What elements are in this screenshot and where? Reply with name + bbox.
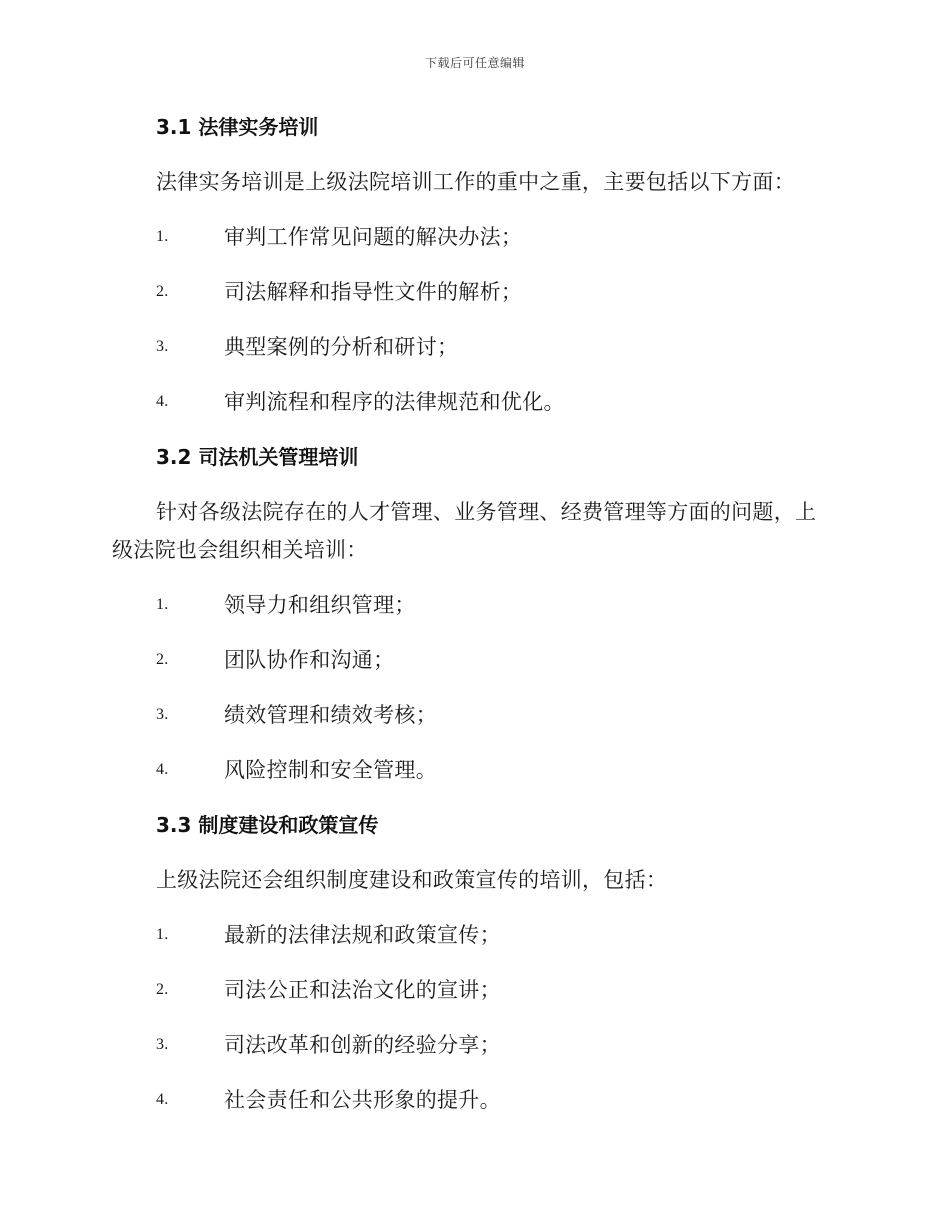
list-item: [112, 971, 832, 1009]
list-number: 3.: [156, 706, 169, 723]
list-item-text: 风险控制和安全管理。: [224, 758, 437, 782]
document-body: [112, 108, 832, 1136]
list-item-text: 绩效管理和绩效考核；: [224, 703, 437, 727]
list-number: 4.: [156, 393, 169, 410]
section-3-2: [112, 438, 832, 789]
list-item: [112, 586, 832, 624]
list-item-text: 社会责任和公共形象的提升。: [224, 1088, 501, 1112]
list-item-text: 最新的法律法规和政策宣传；: [224, 923, 501, 947]
list-item: [112, 1081, 832, 1119]
list-item-text: 审判流程和程序的法律规范和优化。: [224, 390, 565, 414]
numbered-list: [112, 916, 832, 1119]
section-3-3: [112, 806, 832, 1119]
list-item-text: 典型案例的分析和研讨；: [224, 335, 459, 359]
list-item-text: 司法解释和指导性文件的解析；: [224, 280, 523, 304]
list-number: 4.: [156, 1091, 169, 1108]
section-heading: 3.2 司法机关管理培训: [156, 445, 359, 469]
list-item: [112, 1026, 832, 1064]
list-item: [112, 218, 832, 256]
list-number: 2.: [156, 651, 169, 668]
page-header: 下载后可任意编辑: [424, 56, 525, 70]
list-number: 3.: [156, 338, 169, 355]
list-item-text: 领导力和组织管理；: [224, 593, 416, 617]
list-item: [112, 273, 832, 311]
section-intro: 针对各级法院存在的人才管理、业务管理、经费管理等方面的问题，上级法院也会组织相关培训：: [112, 500, 817, 562]
list-item: [112, 641, 832, 679]
list-item-text: 司法改革和创新的经验分享；: [224, 1033, 501, 1057]
list-number: 1.: [156, 228, 169, 245]
numbered-list: [112, 586, 832, 789]
section-3-1: [112, 108, 832, 421]
list-number: 2.: [156, 981, 169, 998]
list-item: [112, 916, 832, 954]
section-heading: 3.1 法律实务培训: [156, 115, 319, 139]
section-heading: 3.3 制度建设和政策宣传: [156, 813, 379, 837]
list-item: [112, 328, 832, 366]
numbered-list: [112, 218, 832, 421]
section-intro: 上级法院还会组织制度建设和政策宣传的培训，包括：: [156, 868, 668, 892]
list-number: 1.: [156, 926, 169, 943]
list-number: 3.: [156, 1036, 169, 1053]
list-item-text: 审判工作常见问题的解决办法；: [224, 225, 523, 249]
list-number: 4.: [156, 761, 169, 778]
list-item: [112, 696, 832, 734]
list-item: [112, 751, 832, 789]
list-number: 1.: [156, 596, 169, 613]
list-number: 2.: [156, 283, 169, 300]
list-item: [112, 383, 832, 421]
list-item-text: 团队协作和沟通；: [224, 648, 395, 672]
section-intro: 法律实务培训是上级法院培训工作的重中之重，主要包括以下方面：: [156, 170, 795, 194]
list-item-text: 司法公正和法治文化的宣讲；: [224, 978, 501, 1002]
